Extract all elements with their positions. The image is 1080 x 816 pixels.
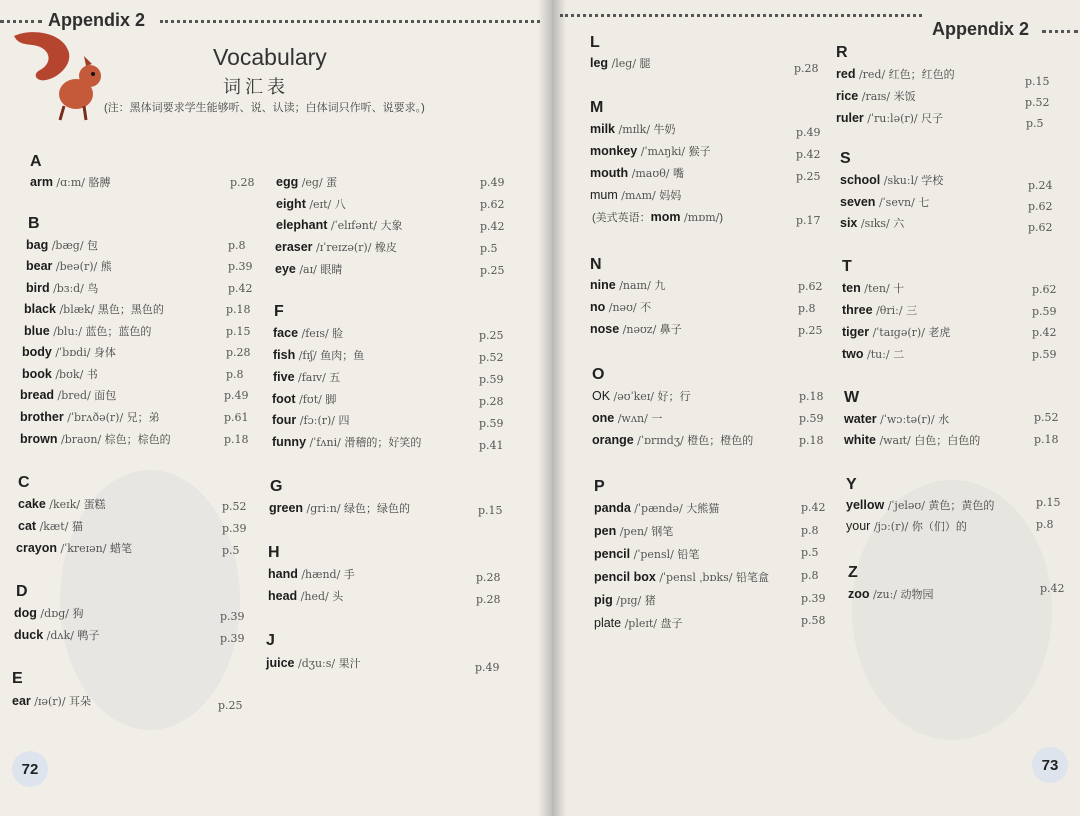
vocab-entry: fish /fɪʃ/ 鱼肉；鱼: [273, 348, 365, 362]
vocab-entry: face /feɪs/ 脸: [273, 326, 344, 340]
page-ref: p.39: [220, 610, 245, 623]
section-letter-r: R: [836, 44, 848, 61]
page-ref: p.39: [801, 592, 826, 605]
page-ref: p.58: [801, 614, 826, 627]
section-letter-z: Z: [848, 564, 858, 581]
vocab-entry: milk /mɪlk/ 牛奶: [590, 122, 676, 136]
page-ref: p.5: [1026, 117, 1044, 130]
page-ref: p.49: [796, 126, 821, 139]
page-ref: p.17: [796, 214, 821, 227]
section-letter-o: O: [592, 366, 605, 383]
page-number: 73: [1032, 747, 1068, 783]
vocab-entry: elephant /ˈelɪfənt/ 大象: [276, 218, 403, 232]
vocab-entry: body /ˈbɒdi/ 身体: [22, 345, 116, 359]
section-letter-n: N: [590, 256, 602, 273]
page-ref: p.18: [226, 303, 251, 316]
vocab-entry: bag /bæg/ 包: [26, 238, 99, 252]
page-ref: p.8: [798, 302, 816, 315]
vocab-entry: funny /ˈfʌni/ 滑稽的；好笑的: [272, 435, 422, 449]
vocab-entry: leg /leg/ 腿: [590, 56, 651, 70]
vocab-entry: bear /beə(r)/ 熊: [26, 259, 112, 273]
vocab-entry: six /sɪks/ 六: [840, 216, 905, 230]
section-letter-s: S: [840, 150, 851, 167]
page-ref: p.62: [1028, 200, 1053, 213]
page-ref: p.42: [480, 220, 505, 233]
section-letter-e: E: [12, 670, 23, 687]
page-ref: p.25: [796, 170, 821, 183]
page-ref: p.25: [480, 264, 505, 277]
vocab-entry: brown /braʊn/ 棕色；棕色的: [20, 432, 171, 446]
page-ref: p.42: [228, 282, 253, 295]
vocab-entry: nine /naɪn/ 九: [590, 278, 666, 292]
vocabulary-note: (注：黑体词要求学生能够听、说、认读；白体词只作听、说要求。): [104, 102, 425, 114]
vocab-entry: mum /mʌm/ 妈妈: [590, 188, 682, 202]
vocab-entry: bird /bɜːd/ 鸟: [26, 281, 99, 295]
page-title: Vocabulary: [213, 44, 327, 70]
page-ref: p.52: [1025, 96, 1050, 109]
vocab-entry: (美式英语：mom /mɒm/): [592, 210, 724, 224]
vocab-entry: duck /dʌk/ 鸭子: [14, 628, 100, 642]
vocab-entry: five /faɪv/ 五: [273, 370, 341, 384]
vocab-entry: hand /hænd/ 手: [268, 567, 355, 581]
page-ref: p.25: [798, 324, 823, 337]
page-ref: p.15: [478, 504, 503, 517]
page-ref: p.62: [1032, 283, 1057, 296]
section-letter-f: F: [274, 303, 284, 320]
page-ref: p.39: [228, 260, 253, 273]
page-ref: p.62: [798, 280, 823, 293]
vocab-entry: seven /ˈsevn/ 七: [840, 195, 930, 209]
page-ref: p.42: [1032, 326, 1057, 339]
vocab-entry: eye /aɪ/ 眼睛: [275, 262, 343, 276]
header-dotted-rule: [560, 14, 922, 17]
vocab-entry: ten /ten/ 十: [842, 281, 905, 295]
page-ref: p.42: [801, 501, 826, 514]
page-ref: p.49: [480, 176, 505, 189]
vocab-entry: mouth /maʊθ/ 嘴: [590, 166, 685, 180]
book-spine-shadow: [538, 0, 566, 816]
section-letter-w: W: [844, 389, 860, 406]
page-ref: p.59: [1032, 348, 1057, 361]
vocab-entry: green /griːn/ 绿色；绿色的: [269, 501, 411, 515]
page-ref: p.59: [799, 412, 824, 425]
page-ref: p.41: [479, 439, 504, 452]
page-number: 72: [12, 751, 48, 787]
vocab-entry: arm /ɑːm/ 胳膊: [30, 175, 111, 189]
vocab-entry: two /tuː/ 二: [842, 347, 905, 361]
vocab-entry: tiger /ˈtaɪgə(r)/ 老虎: [842, 325, 951, 339]
section-letter-d: D: [16, 583, 28, 600]
header-dotted-rule: [160, 20, 540, 23]
vocab-entry: pencil box /ˈpensl ˌbɒks/ 铅笔盒: [594, 570, 769, 584]
page-ref: p.18: [1034, 433, 1059, 446]
section-letter-a: A: [30, 153, 42, 170]
vocab-entry: dog /dɒg/ 狗: [14, 606, 84, 620]
page-ref: p.5: [222, 544, 240, 557]
vocab-entry: white /waɪt/ 白色；白色的: [844, 433, 981, 447]
vocab-entry: cake /keɪk/ 蛋糕: [18, 497, 106, 511]
page-ref: p.61: [224, 411, 249, 424]
page-ref: p.25: [479, 329, 504, 342]
page-ref: p.18: [799, 390, 824, 403]
section-letter-m: M: [590, 99, 604, 116]
vocab-entry: black /blæk/ 黑色；黑色的: [24, 302, 164, 316]
vocab-entry: bread /bred/ 面包: [20, 388, 117, 402]
page-ref: p.59: [479, 373, 504, 386]
page-ref: p.62: [480, 198, 505, 211]
page-ref: p.8: [801, 569, 819, 582]
page-ref: p.52: [1034, 411, 1059, 424]
page-ref: p.8: [228, 239, 246, 252]
page-ref: p.59: [1032, 305, 1057, 318]
section-letter-y: Y: [846, 476, 857, 493]
vocab-entry: ruler /ˈruːlə(r)/ 尺子: [836, 111, 944, 125]
vocab-entry: pen /pen/ 钢笔: [594, 524, 674, 538]
page-ref: p.8: [1036, 518, 1054, 531]
vocab-entry: crayon /ˈkreɪən/ 蜡笔: [16, 541, 132, 555]
vocab-entry: blue /bluː/ 蓝色；蓝色的: [24, 324, 152, 338]
vocab-entry: eight /eɪt/ 八: [276, 197, 346, 211]
vocab-entry: no /nəʊ/ 不: [590, 300, 652, 314]
page-ref: p.39: [222, 522, 247, 535]
vocab-entry: egg /eg/ 蛋: [276, 175, 338, 189]
vocab-entry: your /jɔː(r)/ 你（们）的: [846, 519, 967, 533]
page-ref: p.49: [475, 661, 500, 674]
right-page: [552, 0, 1080, 816]
squirrel-icon: [6, 28, 111, 123]
vocab-entry: foot /fʊt/ 脚: [272, 392, 337, 406]
page-ref: p.18: [799, 434, 824, 447]
vocab-entry: four /fɔː(r)/ 四: [272, 413, 350, 427]
page-ref: p.28: [794, 62, 819, 75]
vocab-entry: pig /pɪg/ 猪: [594, 593, 656, 607]
page-ref: p.8: [226, 368, 244, 381]
vocab-entry: monkey /ˈmʌŋki/ 猴子: [590, 144, 711, 158]
vocab-entry: cat /kæt/ 猫: [18, 519, 83, 533]
vocab-entry: eraser /ɪˈreɪzə(r)/ 橡皮: [275, 240, 397, 254]
page-ref: p.52: [479, 351, 504, 364]
page-ref: p.28: [479, 395, 504, 408]
vocab-entry: panda /ˈpændə/ 大熊猫: [594, 501, 720, 515]
page-ref: p.28: [230, 176, 255, 189]
vocab-entry: head /hed/ 头: [268, 589, 344, 603]
vocab-entry: red /red/ 红色；红色的: [836, 67, 955, 81]
vocab-entry: nose /nəʊz/ 鼻子: [590, 322, 682, 336]
vocab-entry: pencil /ˈpensl/ 铅笔: [594, 547, 700, 561]
section-letter-b: B: [28, 215, 40, 232]
vocab-entry: brother /ˈbrʌðə(r)/ 兄；弟: [20, 410, 160, 424]
page-ref: p.18: [224, 433, 249, 446]
section-letter-j: J: [266, 632, 275, 649]
page-ref: p.15: [1036, 496, 1061, 509]
vocab-entry: zoo /zuː/ 动物园: [848, 587, 934, 601]
vocab-entry: juice /dʒuːs/ 果汁: [266, 656, 361, 670]
page-ref: p.24: [1028, 179, 1053, 192]
section-letter-c: C: [18, 474, 30, 491]
appendix-header: Appendix 2: [48, 10, 146, 30]
section-letter-p: P: [594, 478, 605, 495]
vocab-entry: water /ˈwɔːtə(r)/ 水: [844, 412, 950, 426]
header-dotted-rule: [1042, 30, 1078, 33]
page-ref: p.5: [801, 546, 819, 559]
section-letter-h: H: [268, 544, 280, 561]
vocab-entry: yellow /ˈjeləʊ/ 黄色；黄色的: [846, 498, 995, 512]
vocab-entry: rice /raɪs/ 米饭: [836, 89, 916, 103]
vocab-entry: one /wʌn/ 一: [592, 411, 663, 425]
page-subtitle: 词汇表: [223, 77, 289, 98]
vocab-entry: three /θriː/ 三: [842, 303, 918, 317]
page-ref: p.28: [476, 593, 501, 606]
page-ref: p.42: [796, 148, 821, 161]
vocab-entry: ear /ɪə(r)/ 耳朵: [12, 694, 92, 708]
section-letter-g: G: [270, 478, 283, 495]
vocab-entry: OK /əʊˈkeɪ/ 好；行: [592, 389, 691, 403]
page-ref: p.15: [1025, 75, 1050, 88]
vocab-entry: book /bʊk/ 书: [22, 367, 98, 381]
vocab-entry: orange /ˈɒrɪndʒ/ 橙色；橙色的: [592, 433, 754, 447]
page-ref: p.28: [226, 346, 251, 359]
section-letter-l: L: [590, 34, 600, 51]
appendix-header: Appendix 2: [932, 19, 1030, 39]
vocab-entry: school /skuːl/ 学校: [840, 173, 944, 187]
page-ref: p.49: [224, 389, 249, 402]
vocab-entry: plate /pleɪt/ 盘子: [594, 616, 683, 630]
page-ref: p.39: [220, 632, 245, 645]
page-ref: p.15: [226, 325, 251, 338]
page-ref: p.62: [1028, 221, 1053, 234]
section-letter-t: T: [842, 258, 852, 275]
page-ref: p.5: [480, 242, 498, 255]
page-ref: p.8: [801, 524, 819, 537]
page-ref: p.59: [479, 417, 504, 430]
page-ref: p.28: [476, 571, 501, 584]
page-ref: p.25: [218, 699, 243, 712]
page-ref: p.52: [222, 500, 247, 513]
header-dotted-rule: [0, 20, 42, 23]
page-ref: p.42: [1040, 582, 1065, 595]
